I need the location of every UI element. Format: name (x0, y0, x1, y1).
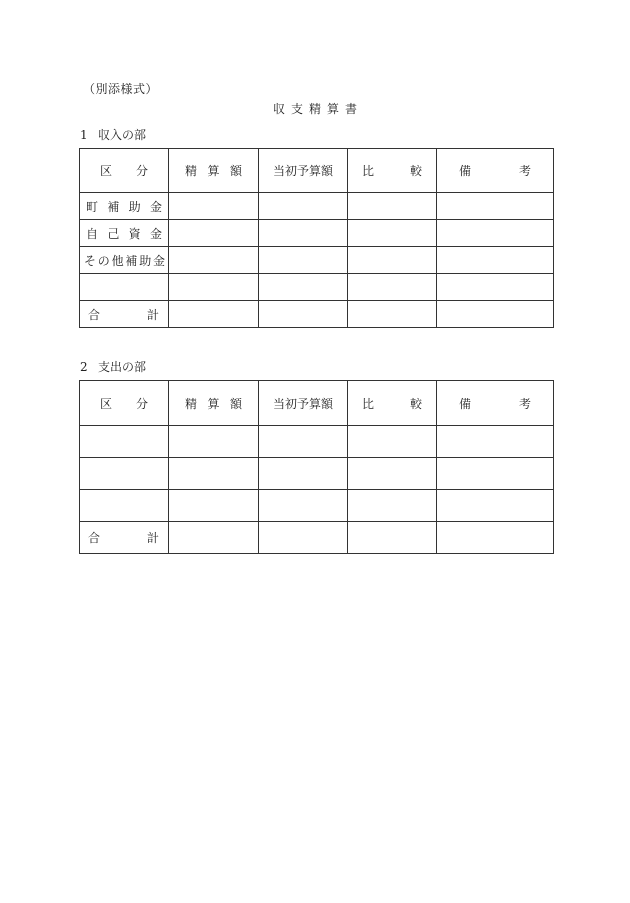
income-compare-cell[interactable] (348, 220, 437, 247)
expense-section-title: 支出の部 (98, 360, 147, 374)
expense-header-budget (259, 381, 348, 426)
expense-total-remarks-cell[interactable] (437, 522, 554, 554)
expense-total-compare-cell[interactable] (348, 522, 437, 554)
expense-row-label-cell[interactable] (80, 458, 169, 490)
expense-budget-cell[interactable] (259, 426, 348, 458)
expense-total-row (80, 522, 554, 554)
expense-section-heading (80, 358, 146, 375)
expense-header-category (80, 381, 169, 426)
expense-header-row (80, 381, 554, 426)
table-row (80, 193, 554, 220)
income-remarks-cell[interactable] (437, 274, 554, 301)
income-header-compare (348, 149, 437, 193)
expense-header-budget-label: 当初予算額 (272, 396, 333, 411)
income-section-heading (80, 126, 146, 143)
income-total-row (80, 301, 554, 328)
income-header-budget (259, 149, 348, 193)
expense-header-settled (169, 381, 259, 426)
income-total-settled-cell[interactable] (169, 301, 259, 328)
expense-header-settled-label: 精算額 (185, 396, 242, 411)
expense-settled-cell[interactable] (169, 490, 259, 522)
income-section-number: 1 (80, 128, 88, 142)
expense-budget-cell[interactable] (259, 458, 348, 490)
income-budget-cell[interactable] (259, 274, 348, 301)
income-row-label: その他補助金 (84, 253, 165, 268)
expense-total-settled-cell[interactable] (169, 522, 259, 554)
form-note: （別添様式） (83, 82, 159, 96)
income-row-label: 自己資金 (86, 226, 163, 241)
income-total-remarks-cell[interactable] (437, 301, 554, 328)
income-header-settled (169, 149, 259, 193)
income-compare-cell[interactable] (348, 193, 437, 220)
income-section-title: 収入の部 (98, 128, 147, 142)
income-header-budget-label: 当初予算額 (272, 164, 333, 178)
expense-header-remarks (437, 381, 554, 426)
income-settled-cell[interactable] (169, 274, 259, 301)
income-remarks-cell[interactable] (437, 193, 554, 220)
income-budget-cell[interactable] (259, 193, 348, 220)
income-header-settled-label: 精算額 (185, 164, 242, 178)
expense-compare-cell[interactable] (348, 426, 437, 458)
income-header-category (80, 149, 169, 193)
expense-budget-cell[interactable] (259, 490, 348, 522)
income-header-remarks (437, 149, 554, 193)
expense-remarks-cell[interactable] (437, 426, 554, 458)
income-remarks-cell[interactable] (437, 220, 554, 247)
income-settled-cell[interactable] (169, 193, 259, 220)
expense-total-label: 合計 (88, 531, 159, 545)
income-settled-cell[interactable] (169, 247, 259, 274)
income-compare-cell[interactable] (348, 274, 437, 301)
expense-header-compare (348, 381, 437, 426)
expense-compare-cell[interactable] (348, 490, 437, 522)
table-row (80, 274, 554, 301)
expense-section-number: 2 (80, 360, 88, 374)
expense-remarks-cell[interactable] (437, 458, 554, 490)
income-total-label-cell (80, 301, 169, 328)
expense-settled-cell[interactable] (169, 426, 259, 458)
income-compare-cell[interactable] (348, 247, 437, 274)
income-budget-cell[interactable] (259, 247, 348, 274)
expense-total-budget-cell[interactable] (259, 522, 348, 554)
income-header-remarks-label: 備考 (459, 164, 531, 178)
table-row (80, 490, 554, 522)
income-total-compare-cell[interactable] (348, 301, 437, 328)
income-row-label: 町補助金 (86, 199, 163, 214)
income-total-budget-cell[interactable] (259, 301, 348, 328)
expense-table (79, 380, 554, 554)
table-row (80, 426, 554, 458)
income-total-label: 合計 (88, 307, 159, 322)
expense-compare-cell[interactable] (348, 458, 437, 490)
income-header-category-label: 区分 (100, 164, 148, 178)
income-header-compare-label: 比較 (362, 164, 422, 178)
income-row-label-cell (80, 247, 169, 274)
expense-total-label-cell (80, 522, 169, 554)
income-remarks-cell[interactable] (437, 247, 554, 274)
expense-header-category-label: 区分 (100, 396, 148, 411)
income-row-label-cell[interactable] (80, 274, 169, 301)
income-row-label-cell (80, 220, 169, 247)
income-settled-cell[interactable] (169, 220, 259, 247)
document-title: 収支精算書 (272, 102, 363, 116)
table-row (80, 458, 554, 490)
expense-remarks-cell[interactable] (437, 490, 554, 522)
expense-settled-cell[interactable] (169, 458, 259, 490)
table-row (80, 247, 554, 274)
income-row-label-cell (80, 193, 169, 220)
income-header-row (80, 149, 554, 193)
expense-row-label-cell[interactable] (80, 426, 169, 458)
income-budget-cell[interactable] (259, 220, 348, 247)
table-row (80, 220, 554, 247)
expense-header-compare-label: 比較 (362, 396, 422, 411)
expense-header-remarks-label: 備考 (459, 396, 531, 411)
income-table (79, 148, 554, 328)
expense-row-label-cell[interactable] (80, 490, 169, 522)
